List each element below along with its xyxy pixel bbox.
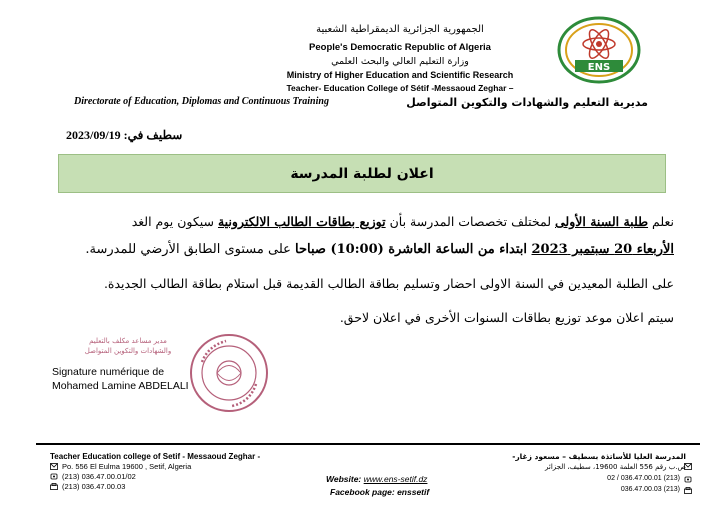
header-en-ministry: Ministry of Higher Education and Scientific Research <box>286 70 514 80</box>
p2-b: ابتداء من الساعة العاشرة (10:00) صباحا <box>295 242 532 257</box>
signature-name: Mohamed Lamine ABDELALI <box>52 380 189 392</box>
footer-college-ar: المدرسة العليا للأساتذة بسطيف – مسعود زغار- <box>512 452 686 461</box>
footer-tel-ar: (213) 036.47.00.01 / 02 <box>607 475 680 482</box>
footer-website <box>326 474 427 484</box>
footer-po-ar: ص.ب رقم 556 العلمة 19600، سطيف، الجزائر <box>545 463 686 471</box>
directorate-ar: مديرية التعليم والشهادات والتكوين المتواصل <box>406 96 648 109</box>
header-ar-republic: الجمهورية الجزائرية الديمقراطية الشعبية <box>316 24 484 35</box>
paragraph-2 <box>40 242 674 257</box>
paragraph-1 <box>40 214 674 229</box>
footer-fax-ar: (213) 036.47.00.03 <box>620 486 680 493</box>
footer-tel-en: (213) 036.47.00.01/02 <box>62 472 136 481</box>
footer-facebook: Facebook page: enssetif <box>330 487 430 497</box>
paragraph-4: سيتم اعلان موعد توزيع بطاقات السنوات الأخرى في اعلان لاحق. <box>339 310 674 325</box>
p1-a: نعلم <box>648 214 674 229</box>
header-en-college: Teacher- Education College of Sétif -Messaoud Zeghar – <box>286 83 514 93</box>
website-label: Website: <box>326 474 362 484</box>
stamp-director <box>68 336 188 356</box>
official-seal-icon <box>188 332 270 414</box>
footer-po-en: Po. 556 El Eulma 19600 , Setif, Algeria <box>62 462 192 471</box>
logo-text: ENS <box>587 62 611 73</box>
website-link[interactable]: www.ens-setif.dz <box>363 474 428 484</box>
announcement-title: اعلان لطلبة المدرسة <box>290 165 434 182</box>
footer-rule <box>36 443 700 445</box>
fax-icon <box>50 483 58 490</box>
fax-icon-ar <box>684 487 692 494</box>
p2-a: الأربعاء 20 سبتمبر 2023 <box>531 242 674 257</box>
directorate-en: Directorate of Education, Diplomas and Continuous Training <box>74 96 329 107</box>
p1-c: لمختلف تخصصات المدرسة بأن <box>385 214 555 229</box>
stamp-line-1: مدير مساعد مكلف بالتعليم <box>89 337 167 345</box>
paragraph-3: على الطلبة المعيدين في السنة الاولى احضار وتسليم بطاقة الطالب القديمة قبل استلام بطاقة الطالب الجديدة. <box>103 276 674 291</box>
mail-icon-ar <box>684 463 692 470</box>
header-ar-ministry: وزارة التعليم العالي والبحث العلمي <box>331 56 469 67</box>
stamp-line-2: والشهادات والتكوين المتواصل <box>84 347 172 355</box>
signature-label: Signature numérique de <box>52 366 165 378</box>
mail-icon <box>50 463 58 470</box>
date-line: سطيف في: 2023/09/19 <box>66 128 183 142</box>
phone-icon <box>50 473 58 480</box>
header-en-republic: People's Democratic Republic of Algeria <box>309 42 491 53</box>
p1-e: سيكون يوم الغد <box>131 214 218 229</box>
ens-logo-icon <box>553 14 645 90</box>
announcement-title-box <box>58 154 666 193</box>
footer-fax-en: (213) 036.47.00.03 <box>62 482 126 491</box>
p1-b: طلبة السنة الأولى <box>555 214 649 229</box>
p2-c: على مستوى الطابق الأرضي للمدرسة. <box>85 242 296 257</box>
p1-d: توزيع بطاقات الطالب الالكترونية <box>217 214 386 229</box>
phone-icon-ar <box>684 476 692 483</box>
footer-college-en: Teacher Education college of Setif - Messaoud Zeghar - <box>50 452 261 461</box>
